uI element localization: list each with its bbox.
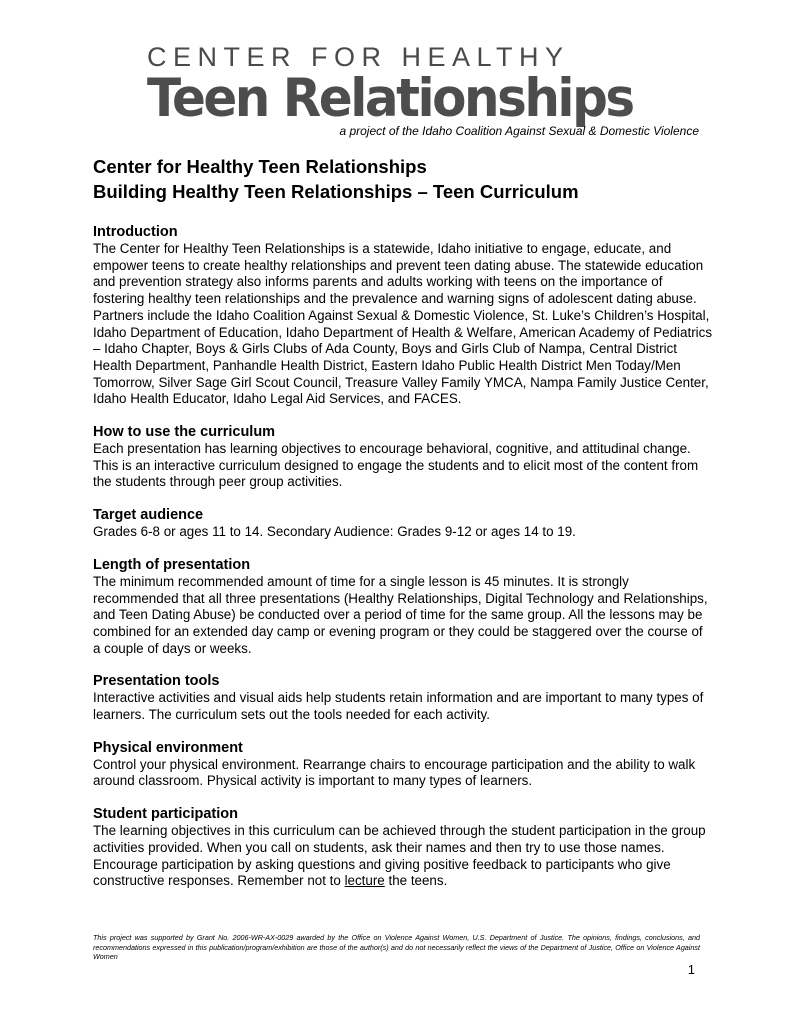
masthead-logo <box>147 42 707 129</box>
logo-line-teen-relationships: Teen Relationships <box>147 67 633 129</box>
section-heading: Physical environment <box>93 739 243 756</box>
section-presentation-tools <box>93 673 713 723</box>
logo-line-center-for-healthy: CENTER FOR HEALTHY <box>147 42 570 72</box>
underlined-word: lecture <box>344 873 385 889</box>
section-heading: How to use the curriculum <box>93 424 276 441</box>
section-physical-environment <box>93 740 713 790</box>
title-line-2: Building Healthy Teen Relationships – Teen Curriculum <box>93 181 579 202</box>
section-heading: Student participation <box>93 806 238 823</box>
document-title <box>93 154 713 204</box>
page-number: 1 <box>687 962 695 977</box>
body-text: The learning objectives in this curriculum can be achieved through the student participation in the group activities provided. When you call on students, ask their names and then try to use those names. Encourage participation by asking questions and giving positive feedback to participants who give constructive responses. Remember not to <box>93 823 706 889</box>
section-body: Each presentation has learning objectives to encourage behavioral, cognitive, and attitudinal change. This is an interactive curriculum designed to engage the students and to elicit most of the content from the students through peer group activities. <box>93 441 699 490</box>
section-length <box>93 557 713 658</box>
section-introduction <box>93 224 713 408</box>
section-heading: Target audience <box>93 507 204 524</box>
section-student-participation <box>93 806 713 890</box>
section-body: Interactive activities and visual aids help students retain information and are important to many types of learners. The curriculum sets out the tools needed for each activity. <box>93 690 704 723</box>
section-body: Control your physical environment. Rearrange chairs to encourage participation and the ability to walk around classroom. Physical activity is important to many types of learners. <box>93 756 696 789</box>
body-text-end: the teens. <box>384 873 448 889</box>
section-how-to-use <box>93 424 713 491</box>
title-line-1: Center for Healthy Teen Relationships <box>93 156 427 177</box>
section-target-audience <box>93 507 713 541</box>
section-body: The minimum recommended amount of time for a single lesson is 45 minutes. It is strongly recommended that all three presentations (Healthy Relationships, Digital Technology and Relationships, and Teen Dating Abuse) be conducted over a period of time for the same group. All the lessons may be combined for an extended day camp or evening program or they could be staggered over the course of a couple of days or weeks. <box>93 573 708 656</box>
section-heading: Length of presentation <box>93 556 251 573</box>
section-heading: Introduction <box>93 224 178 240</box>
section-heading: Presentation tools <box>93 673 220 690</box>
grant-footnote: This project was supported by Grant No. 2006-WR-AX-0029 awarded by the Office on Violence Against Women, U.S. Department of Justice. The opinions, findings, conclusions, and recommendations expressed in this publication/program/exhibition are those of the author(s) and do not necessarily reflect the views of the Department of Justice, Office on Violence Against Women <box>93 933 700 961</box>
section-body <box>93 823 713 890</box>
section-body: The Center for Healthy Teen Relationships is a statewide, Idaho initiative to engage, educate, and empower teens to create healthy relationships and prevent teen dating abuse. The statewide education and prevention strategy also informs parents and adults working with teens on the importance of fostering healthy teen relationships and the prevalence and warning signs of adolescent dating abuse. Partners include the Idaho Coalition Against Sexual & Domestic Violence, St. Luke’s Children’s Hospital, Idaho Department of Education, Idaho Department of Health & Welfare, American Academy of Pediatrics – Idaho Chapter, Boys & Girls Clubs of Ada County, Boys and Girls Club of Nampa, Central District Health Department, Panhandle Health District, Eastern Idaho Public Health District Men Today/Men Tomorrow, Silver Sage Girl Scout Council, Treasure Valley Family YMCA, Nampa Family Justice Center, Idaho Health Educator, Idaho Legal Aid Services, and FACES. <box>93 241 713 407</box>
document-body <box>93 224 713 906</box>
masthead-tagline: a project of the Idaho Coalition Against Sexual & Domestic Violence <box>339 124 699 138</box>
section-body: Grades 6-8 or ages 11 to 14. Secondary Audience: Grades 9-12 or ages 14 to 19. <box>93 524 576 540</box>
